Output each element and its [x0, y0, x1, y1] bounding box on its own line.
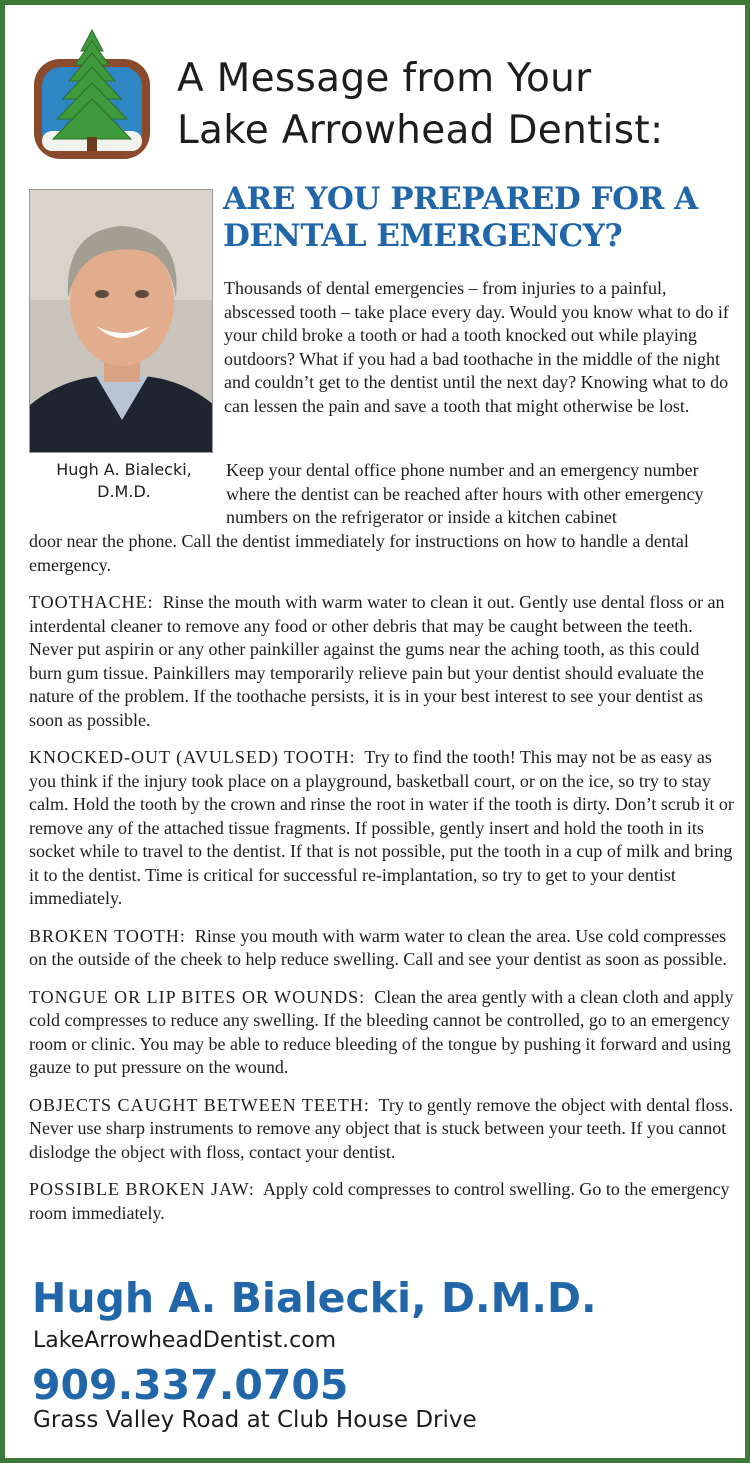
office-address: Grass Valley Road at Club House Drive	[33, 1407, 477, 1433]
section-broken-jaw	[29, 1178, 734, 1225]
section-body: Rinse you mouth with warm water to clean the area. Use cold compresses on the outside of the cheek to help reduce swelling. Call and see your dentist as soon as possible.	[29, 925, 727, 969]
section-body: Clean the area gently with a clean cloth and apply cold compresses to reduce any swelling. If the bleeding cannot be controlled, go to an emergency room or clinic. You may be able to reduce bleeding of the tongue by pushing it forward and using gauze to put pressure on the wound.	[29, 986, 734, 1077]
headline-line-2: DENTAL EMERGENCY?	[223, 218, 623, 254]
section-heading: OBJECTS CAUGHT BETWEEN TEETH:	[29, 1094, 370, 1115]
caption-line-2: D.M.D.	[97, 482, 151, 501]
doctor-name: Hugh A. Bialecki, D.M.D.	[32, 1274, 597, 1322]
instructions-paragraph-continued: door near the phone. Call the dentist immediately for instructions on how to handle a dental emergency.	[29, 531, 689, 575]
header-title-line-1: A Message from Your	[177, 56, 592, 101]
header-title-line-2: Lake Arrowhead Dentist:	[177, 108, 664, 153]
section-body: Rinse the mouth with warm water to clean it out. Gently use dental floss or an interdental cleaner to remove any food or other debris that may be caught between the teeth. Never put aspirin or any other painkiller against the gums near the aching tooth, as this could burn gum tissue. Painkillers may temporarily relieve pain but your dentist should evaluate the nature of the problem. If the toothache persists, it is in your best interest to see your dentist as soon as possible.	[29, 592, 725, 730]
section-body: Try to find the tooth! This may not be as easy as you think if the injury took place on a playground, basketball court, or on the ice, so try to stay calm. Hold the tooth by the crown and rinse the root in water if the tooth is dirty. Don’t scrub it or remove any of the attached tissue fragments. If possible, gently insert and hold the tooth in its socket while to travel to the dentist. If that is not possible, put the tooth in a cup of milk and bring it to the dentist. Time is critical for successful re-implantation, so try to get to your dentist immediately.	[29, 747, 734, 908]
section-heading: POSSIBLE BROKEN JAW:	[29, 1179, 255, 1199]
instructions-paragraph: Keep your dental office phone number and an emergency number where the dentist can be reached after hours with other emergency numbers on the refrigerator or inside a kitchen cabinet	[226, 460, 704, 527]
section-heading: BROKEN TOOTH:	[29, 925, 186, 946]
emergency-sections	[29, 591, 734, 1239]
phone-number[interactable]: 909.337.0705	[32, 1361, 349, 1409]
website-link[interactable]: LakeArrowheadDentist.com	[33, 1328, 337, 1353]
pine-tree-logo-icon	[31, 27, 153, 162]
headline-line-1: ARE YOU PREPARED FOR A	[223, 181, 698, 217]
section-tongue-lip-bites	[29, 986, 734, 1080]
intro-paragraph: Thousands of dental emergencies – from injuries to a painful, abscessed tooth – take place every day. Would you know what to do if your child broke a tooth or had a tooth knocked out while playing outdoors? What if you had a bad toothache in the middle of the night and couldn’t get to the dentist until the next day? Knowing what to do can lessen the pain and save a tooth that might otherwise be lost.	[224, 278, 729, 416]
section-toothache	[29, 591, 734, 732]
section-knocked-out-tooth	[29, 746, 734, 911]
section-body: Try to gently remove the object with dental floss. Never use sharp instruments to remove any object that is stuck between your teeth. If you cannot dislodge the object with floss, contact your dentist.	[29, 1094, 734, 1162]
section-heading: TOOTHACHE:	[29, 592, 154, 612]
section-heading: TONGUE OR LIP BITES OR WOUNDS:	[29, 986, 366, 1007]
caption-line-1: Hugh A. Bialecki,	[56, 460, 192, 479]
section-body: Apply cold compresses to control swelling. Go to the emergency room immediately.	[29, 1179, 730, 1223]
section-broken-tooth	[29, 925, 734, 972]
portrait-caption	[29, 459, 219, 503]
article-headline	[223, 181, 733, 255]
dentist-portrait-photo	[29, 189, 213, 453]
header-title	[177, 53, 737, 157]
section-heading: KNOCKED-OUT (AVULSED) TOOTH:	[29, 747, 356, 767]
section-objects-between-teeth	[29, 1094, 734, 1165]
